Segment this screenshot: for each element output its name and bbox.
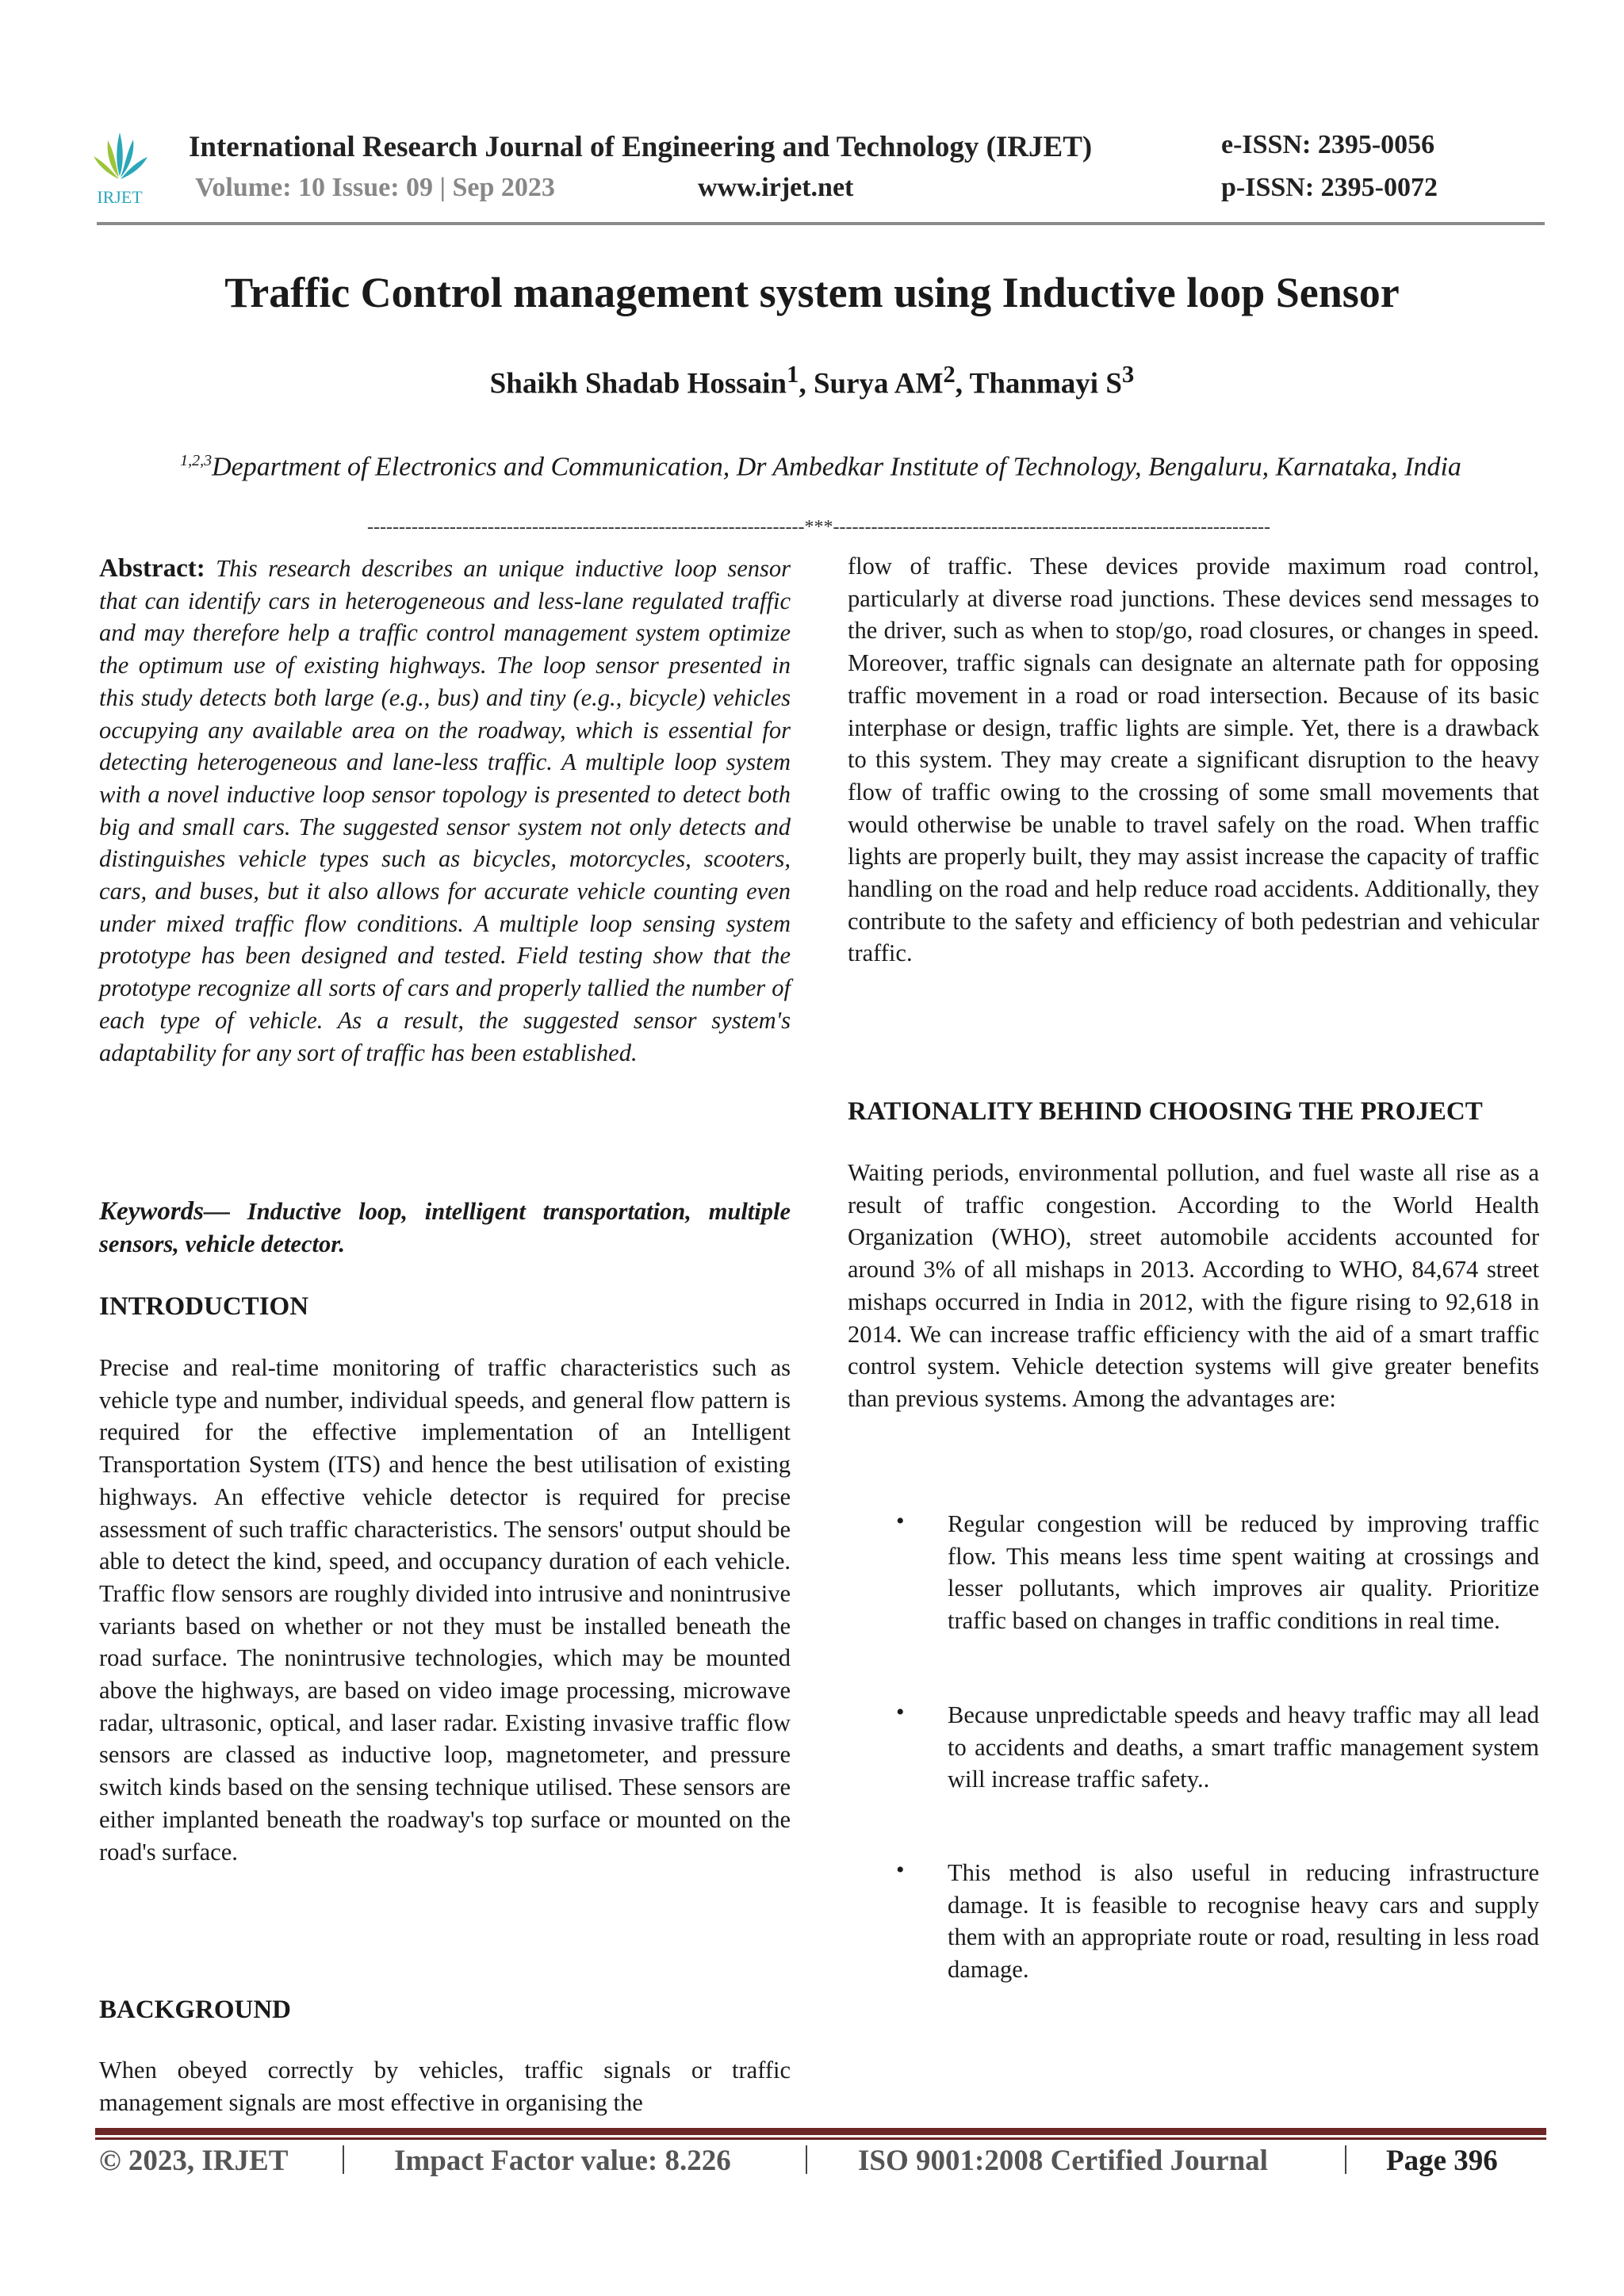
- background-text: When obeyed correctly by vehicles, traffic signals or traffic management signals are most effective in organising the: [99, 2057, 791, 2116]
- paper-title: Traffic Control management system using Inductive loop Sensor: [224, 269, 1400, 316]
- footer-bar-thin: [95, 2137, 1546, 2140]
- author-name: Surya AM: [813, 367, 944, 400]
- footer-divider: [806, 2145, 807, 2174]
- footer-divider: [343, 2145, 344, 2174]
- footer-page-number: Page 396: [1386, 2145, 1498, 2177]
- introduction-heading: INTRODUCTION: [99, 1292, 309, 1321]
- bullet-icon: •: [896, 1508, 905, 1534]
- bullet-item: Because unpredictable speeds and heavy traffic may all lead to accidents and deaths, a smart traffic management system will increase traffic safety..: [948, 1701, 1539, 1793]
- abstract-label: Abstract:: [99, 554, 205, 583]
- journal-name: International Research Journal of Engineering and Technology (IRJET): [189, 131, 1093, 163]
- volume-issue: Volume: 10 Issue: 09 | Sep 2023: [195, 173, 555, 202]
- author-sup: 1: [787, 361, 799, 388]
- bullet-item: This method is also useful in reducing infrastructure damage. It is feasible to recognise heavy cars and supply them with an appropriate route or road, resulting in less road damage.: [948, 1859, 1539, 1984]
- e-issn: e-ISSN: 2395-0056: [1221, 130, 1435, 159]
- affiliation: [103, 442, 1538, 485]
- footer-iso: ISO 9001:2008 Certified Journal: [858, 2145, 1268, 2177]
- section-separator: ---------------------------------------------------------------------***---------------------------------------------------------------------: [367, 517, 1270, 538]
- bullet-icon: •: [896, 1857, 905, 1883]
- footer-impact-factor: Impact Factor value: 8.226: [394, 2145, 731, 2177]
- footer-divider: [1345, 2145, 1346, 2174]
- rationality-heading: RATIONALITY BEHIND CHOOSING THE PROJECT: [848, 1097, 1483, 1126]
- abstract-text: This research describes an unique inductive loop sensor that can identify cars in heterogeneous and less-lane regulated traffic and may therefore help a traffic control management system optimize the optimum use of existing highways. The loop sensor presented in this study detects both large (e.g., bus) and tiny (e.g., bicycle) vehicles occupying any available area on the roadway, which is essential for detecting heterogeneous and lane-less traffic. A multiple loop system with a novel inductive loop sensor topology is presented to detect both big and small cars. The suggested sensor system not only detects and distinguishes vehicle types such as bicycles, motorcycles, scooters, cars, and buses, but it also allows for accurate vehicle counting even under mixed traffic flow conditions. A multiple loop sensing system prototype has been designed and tested. Field testing show that the prototype recognize all sorts of cars and properly tallied the number of each type of vehicle. As a result, the suggested sensor system's adaptability for any sort of traffic has been established.: [99, 555, 791, 1066]
- bullet-icon: •: [896, 1699, 905, 1725]
- p-issn: p-ISSN: 2395-0072: [1221, 173, 1438, 202]
- author-name: Thanmayi S: [969, 367, 1122, 400]
- keywords-text: Inductive loop, intelligent transportation, multiple sensors, vehicle detector.: [99, 1198, 791, 1257]
- affiliation-sup: 1,2,3: [180, 452, 213, 469]
- background-heading: BACKGROUND: [99, 1996, 292, 2024]
- svg-text:IRJET: IRJET: [97, 187, 143, 207]
- author-name: Shaikh Shadab Hossain: [489, 367, 787, 400]
- keywords-label: Keywords—: [99, 1197, 230, 1226]
- introduction-text: Precise and real-time monitoring of traffic characteristics such as vehicle type and number, individual speeds, and general flow pattern is required for the effective implementation of an Intelligent Transportation System (ITS) and hence the best utilisation of existing highways. An effective vehicle detector is required for precise assessment of such traffic characteristics. The sensors' output should be able to detect the kind, speed, and occupancy duration of each vehicle. Traffic flow sensors are roughly divided into intrusive and nonintrusive variants based on whether or not they must be installed beneath the road surface. The nonintrusive technologies, which may be mounted above the highways, are based on video image processing, microwave radar, ultrasonic, optical, and laser radar. Existing invasive traffic flow sensors are classed as inductive loop, magnetometer, and pressure switch kinds based on the sensing technique utilised. These sensors are either implanted beneath the roadway's top surface or mounted on the road's surface.: [99, 1354, 791, 1866]
- author-list: Shaikh Shadab Hossain$^1$, Surya $AM^2$, Thanmayi $S^3$: [489, 361, 1135, 400]
- author-sup: 2: [943, 361, 956, 388]
- header-divider: [97, 222, 1545, 225]
- journal-website-link[interactable]: www.irjet.net: [698, 173, 854, 202]
- abstract: [99, 553, 791, 1069]
- keywords: [99, 1196, 791, 1260]
- rationality-text: Waiting periods, environmental pollution, and fuel waste all rise as a result of traffic congestion. According to the World Health Organization (WHO), street automobile accidents accounted for around 3% of all mishaps in 2013. According to WHO, 84,674 street mishaps occurred in India in 2012, with the figure rising to 92,618 in 2014. We can increase traffic efficiency with the aid of a smart traffic control system. Vehicle detection systems will give greater benefits than previous systems. Among the advantages are:: [848, 1159, 1539, 1412]
- footer-copyright: © 2023, IRJET: [99, 2145, 289, 2177]
- affiliation-text: Department of Electronics and Communication, Dr Ambedkar Institute of Technology, Bengaluru, Karnataka, India: [212, 452, 1461, 482]
- bullet-item: Regular congestion will be reduced by improving traffic flow. This means less time spent waiting at crossings and lesser pollutants, which improves air quality. Prioritize traffic based on changes in traffic conditions in real time.: [948, 1510, 1539, 1635]
- background-text-continued: flow of traffic. These devices provide maximum road control, particularly at diverse road junctions. These devices send messages to the driver, such as when to stop/go, road closures, or changes in speed. Moreover, traffic signals can designate an alternate path for opposing traffic movement in a road or road intersection. Because of its basic interphase or design, traffic lights are simple. Yet, there is a drawback to this system. They may create a significant disruption to the heavy flow of traffic owing to the crossing of some small movements that would otherwise be unable to travel safely on the road. When traffic lights are properly built, they may assist increase the capacity of traffic handling on the road and help reduce road accidents. Additionally, they contribute to the safety and efficiency of both pedestrian and vehicular traffic.: [848, 553, 1539, 967]
- irjet-logo: [84, 128, 155, 208]
- author-sup: 3: [1121, 361, 1135, 388]
- footer-bar: [95, 2128, 1546, 2135]
